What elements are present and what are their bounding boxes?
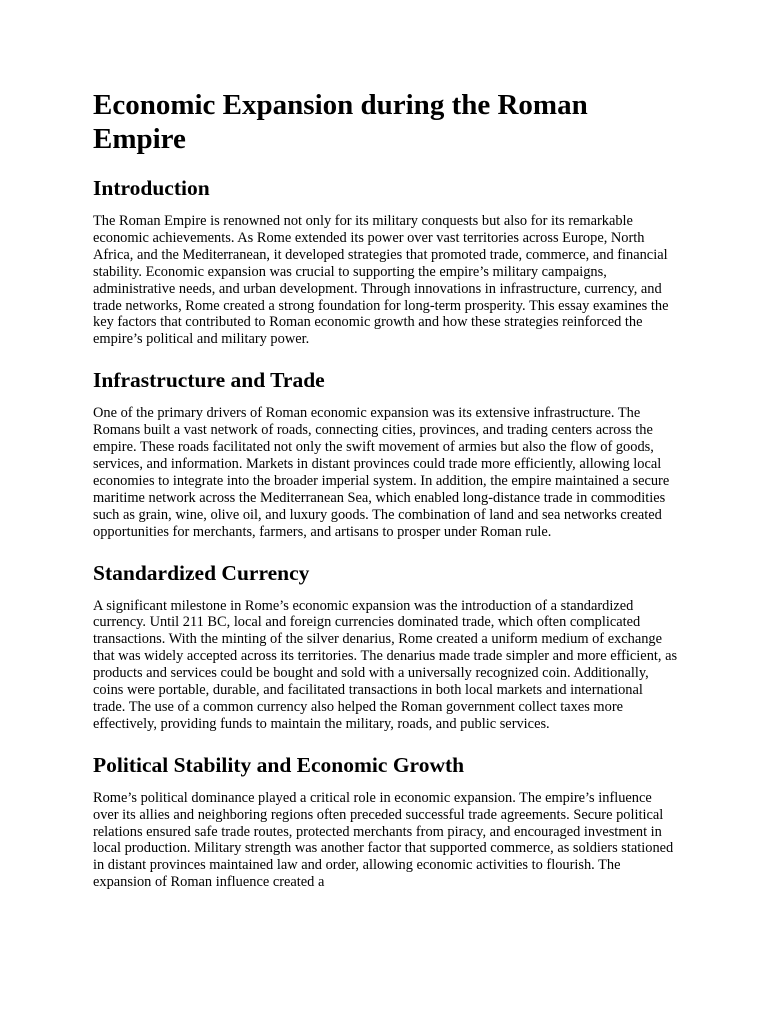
section-heading-infrastructure-and-trade: Infrastructure and Trade — [93, 368, 325, 393]
section-heading-introduction: Introduction — [93, 176, 210, 200]
section-standardized-currency — [93, 560, 678, 733]
section-heading-political-stability: Political Stability and Economic Growth — [93, 752, 465, 777]
section-political-stability — [93, 752, 678, 891]
section-heading-standardized-currency: Standardized Currency — [93, 560, 310, 585]
document-title: Economic Expansion during the Roman Empire — [93, 89, 588, 155]
section-introduction — [93, 175, 678, 348]
section-body-standardized-currency: A significant milestone in Rome’s economic expansion was the introduction of a standardized currency. Until 211 BC, local and foreign currencies dominated trade, which often complicated transactions. With the minting of the silver denarius, Rome created a uniform medium of exchange that was widely accepted across its territories. The denarius made trade simpler and more efficient, as products and services could be bought and sold with a universally recognized coin. Additionally, coins were portable, durable, and facilitated transactions in both local markets and international trade. The use of a common currency also helped the Roman government collect taxes more effectively, providing funds to maintain the military, roads, and public services. — [93, 597, 678, 732]
section-body-infrastructure-and-trade: One of the primary drivers of Roman economic expansion was its extensive infrastructure. The Romans built a vast network of roads, connecting cities, provinces, and trading centers across the empire. These roads facilitated not only the swift movement of armies but also the flow of goods, services, and information. Markets in distant provinces could trade more efficiently, allowing local economies to integrate into the broader imperial system. In addition, the empire maintained a secure maritime network across the Mediterranean Sea, which enabled long-distance trade in commodities such as grain, wine, olive oil, and luxury goods. The combination of land and sea networks created opportunities for merchants, farmers, and artisans to prosper under Roman rule. — [93, 405, 670, 540]
section-infrastructure-and-trade — [93, 367, 678, 540]
section-body-political-stability: Rome’s political dominance played a critical role in economic expansion. The empire’s influence over its allies and neighboring regions often preceded successful trade agreements. Secure political relations ensured safe trade routes, protected merchants from piracy, and encouraged investment in local production. Military strength was another factor that supported commerce, as soldiers stationed in distant provinces maintained law and order, allowing economic activities to flourish. The expansion of Roman influence created a — [93, 789, 674, 891]
section-body-introduction: The Roman Empire is renowned not only for its military conquests but also for its remarkable economic achievements. As Rome extended its power over vast territories across Europe, North Africa, and the Mediterranean, it developed strategies that promoted trade, commerce, and financial stability. Economic expansion was crucial to supporting the empire’s military campaigns, administrative needs, and urban development. Through innovations in infrastructure, currency, and trade networks, Rome created a strong foundation for long-term prosperity. This essay examines the key factors that contributed to Roman economic growth and how these strategies reinforced the empire’s political and military power. — [93, 213, 669, 348]
document-page — [93, 88, 678, 910]
